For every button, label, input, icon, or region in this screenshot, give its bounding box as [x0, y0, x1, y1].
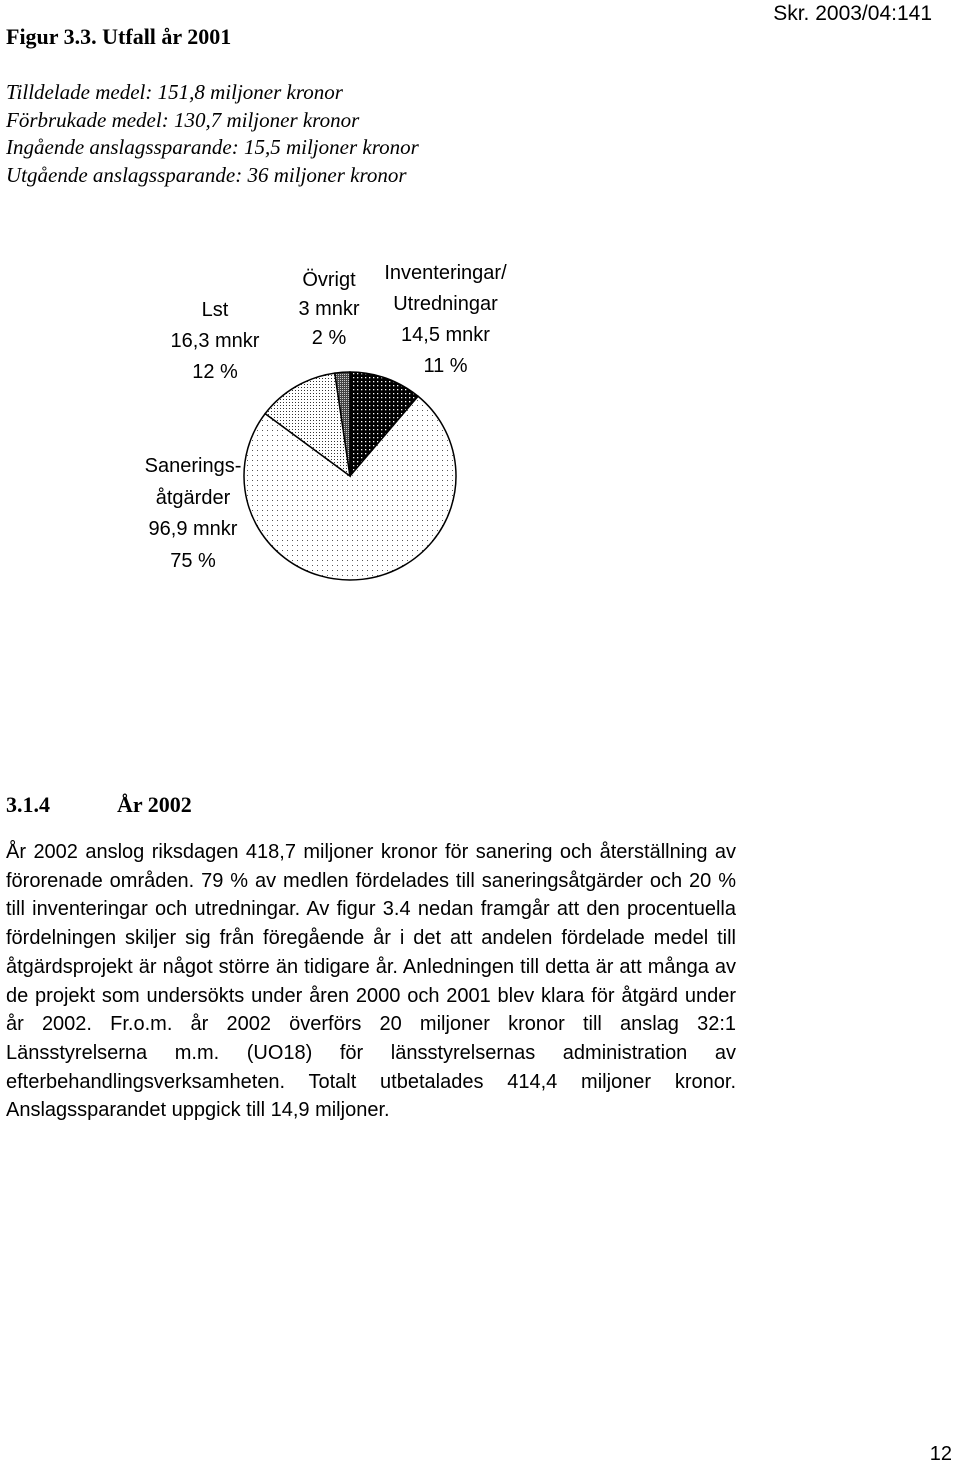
figure-title: Figur 3.3. Utfall år 2001 [6, 24, 232, 49]
pie-chart [240, 368, 470, 588]
label-line: 11 % [423, 355, 468, 377]
pie-label-ovrigt [284, 266, 374, 353]
pie-label-saneringsatgarder [128, 451, 258, 577]
label-line: Övrigt [302, 269, 356, 291]
label-line: åtgärder [155, 486, 231, 509]
label-line: 14,5 mnkr [401, 324, 490, 346]
budget-summary [6, 79, 419, 189]
section-heading [6, 792, 192, 818]
label-line: Sanerings- [144, 455, 242, 477]
label-line: 96,9 mnkr [148, 518, 238, 540]
label-line: 12 % [192, 361, 238, 383]
label-line: 3 mnkr [298, 298, 360, 320]
summary-line: Ingående anslagssparande: 15,5 miljoner kronor [6, 135, 419, 159]
pie-label-inventeringar [378, 258, 513, 382]
summary-line: Förbrukade medel: 130,7 miljoner kronor [6, 107, 360, 132]
label-line: Lst [201, 299, 229, 321]
label-line: 75 % [170, 549, 216, 572]
label-line: 2 % [311, 327, 347, 349]
body-paragraph: År 2002 anslog riksdagen 418,7 miljoner kronor för sanering och återställning av förorenade områden. 79 % av medlen fördelades till saneringsåtgärder och 20 % till inventeringar och utredningar. Av figur 3.4 nedan framgår att den procentuella fördelningen skiljer sig från föregående år i det att andelen fördelade medel till åtgärdsprojekt är något större än tidigare år. Anledningen till detta är att många av de projekt som undersökts under åren 2000 och 2001 blev klara för åtgärd under år 2002. Fr.o.m. år 2002 överförs 20 miljoner kronor till anslag 32:1 Länsstyrelserna m.m. (UO18) för länsstyrelsernas administration av efterbehandlingsverksamheten. Totalt utbetalades 414,4 miljoner kronor. Anslagssparandet uppgick till 14,9 miljoner. [6, 841, 736, 1122]
summary-line: Utgående anslagssparande: 36 miljoner kronor [6, 162, 407, 187]
label-line: 16,3 mnkr [170, 330, 260, 352]
summary-line: Tilldelade medel: 151,8 miljoner kronor [6, 80, 343, 104]
label-line: Inventeringar/ [384, 262, 507, 284]
page-number: 12 [929, 1443, 952, 1465]
document-reference: Skr. 2003/04:141 [773, 2, 932, 25]
section-number: 3.1.4 [6, 792, 50, 817]
section-title: År 2002 [117, 792, 192, 817]
label-line: Utredningar [393, 293, 498, 315]
